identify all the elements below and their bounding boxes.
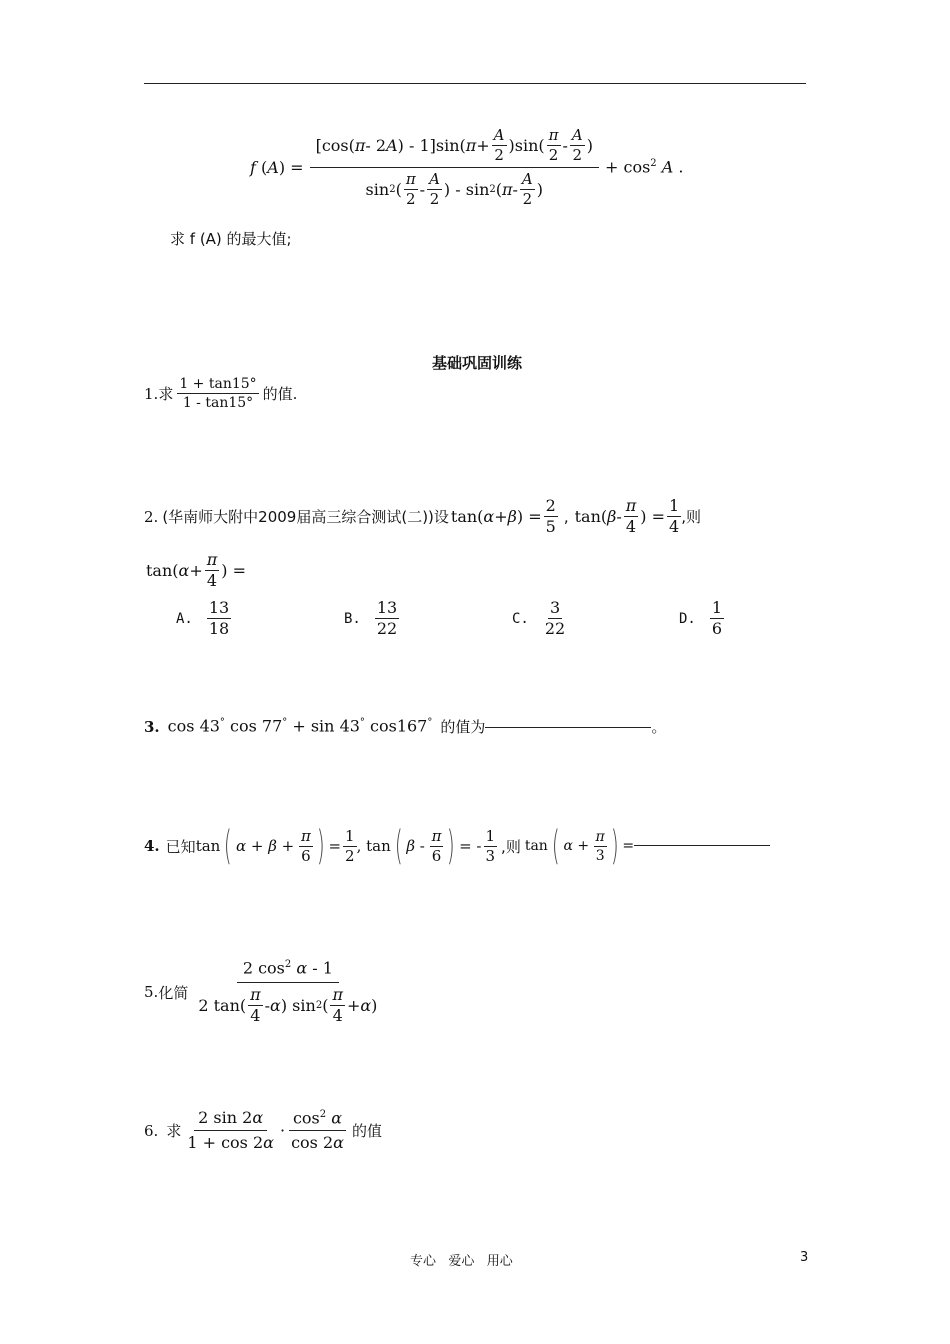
option-num: 13 <box>208 598 230 617</box>
question-4 <box>144 823 770 869</box>
question-5 <box>144 960 383 1024</box>
q5-fraction: 2 $\cos^2 \alpha - 1$ 2 tan( $\frac{\pi}{4}$ - α ) sin 2 ( $\frac{\pi}{4}$ + α ) <box>198 958 378 1026</box>
option-den: 22 <box>544 619 566 638</box>
page-number: 3 <box>800 1250 809 1265</box>
q2-option-a[interactable] <box>176 600 231 637</box>
option-num: 3 <box>549 598 561 617</box>
q2-source: (华南师大附中2009届高三综合测试(二))设 <box>162 508 449 526</box>
option-label: C. <box>512 610 529 627</box>
formula-tail: + $\cos^2 A$ . <box>605 157 684 177</box>
q6-dot: · <box>279 1120 286 1140</box>
q2-ask: tan( α + $\frac{\pi}{4}$ ) = <box>146 550 246 590</box>
question-6 <box>144 1110 382 1151</box>
q3-number: 3. <box>144 717 160 736</box>
q3-answer-blank[interactable] <box>485 726 651 728</box>
section-title: 基础巩固训练 <box>432 354 523 372</box>
q3-expr: cos 43° cos 77° + sin 43° cos167° <box>167 716 433 736</box>
option-num: 1 <box>711 598 723 617</box>
option-den: 6 <box>711 619 723 638</box>
q2-then: ,则 <box>681 508 701 526</box>
question-3 <box>144 716 666 737</box>
question-intro: 求 f (A) 的最大值; <box>170 230 292 248</box>
question-2 <box>144 498 701 535</box>
q2-number: 2. <box>144 507 159 526</box>
q1-lead: 求 <box>158 385 174 403</box>
q1-tail: 的值. <box>262 385 298 403</box>
footer-motto: 专心 爱心 用心 <box>410 1254 513 1269</box>
q2-option-c[interactable] <box>512 600 567 637</box>
q1-frac-num: 1 + tan15° <box>179 376 257 392</box>
q5-lead: 化简 <box>158 983 189 1002</box>
q2-option-b[interactable] <box>344 600 399 637</box>
option-den: 22 <box>376 619 398 638</box>
q4-cond1: tan ( α + β + $\frac{\pi}{6}$ ) = $\frac{1}{2}$ , tan ( β - $\frac{\pi}{6}$ ) = - $\frac{1}{3}$ <box>195 823 496 869</box>
option-den: 18 <box>208 619 230 638</box>
q6-tail: 的值 <box>351 1122 382 1141</box>
formula-lhs: f (A) = <box>250 157 304 177</box>
q2-cond2: tan( β - $\frac{\pi}{4}$ ) = $\frac{1}{4}$ <box>574 496 680 536</box>
q6-fraction-1: $\frac{2 \sin 2\alpha}{1 + \cos 2\alpha}$ <box>187 1108 274 1153</box>
q4-number: 4. <box>144 837 160 855</box>
option-num: 13 <box>376 598 398 617</box>
q4-ask: tan ( α + $\frac{\pi}{3}$ ) = <box>524 823 635 869</box>
q4-answer-blank[interactable] <box>634 844 770 846</box>
q3-end: 。 <box>651 718 667 736</box>
q6-lead: 求 <box>166 1122 182 1141</box>
q1-number: 1. <box>144 384 159 403</box>
top-formula <box>250 128 684 207</box>
option-label: A. <box>176 610 193 627</box>
q1-fraction <box>177 377 258 410</box>
q6-number: 6. <box>144 1121 159 1140</box>
option-label: D. <box>679 610 696 627</box>
formula-main-fraction: [cos( π - 2 A ) - 1]sin( π + $\frac{A}{2}$ )sin( $\frac{\pi}{2}$ - $\frac{A}{2}$ ) sin 2 ( $\frac{\pi}{2}$ - $\frac{A}{2}$ ) - sin 2 ( π - $\frac{A}{2}$ ) <box>310 128 599 207</box>
q2-option-d[interactable] <box>679 600 724 637</box>
q2-options <box>176 600 776 646</box>
option-label: B. <box>344 610 361 627</box>
q5-number: 5. <box>144 983 159 1002</box>
question-1 <box>144 377 297 410</box>
q4-lead: 已知 <box>165 837 196 856</box>
q2-sep: , <box>563 507 569 526</box>
q6-fraction-2: $\frac{\cos^2 \alpha}{\cos 2\alpha}$ <box>287 1110 348 1151</box>
q2-cond1: tan( α + β ) = $\frac{2}{5}$ <box>450 496 556 536</box>
q4-then: ,则 <box>501 837 521 856</box>
q1-frac-den: 1 - tan15° <box>182 395 254 411</box>
q3-tail: 的值为 <box>440 718 486 736</box>
header-rule <box>144 83 806 84</box>
